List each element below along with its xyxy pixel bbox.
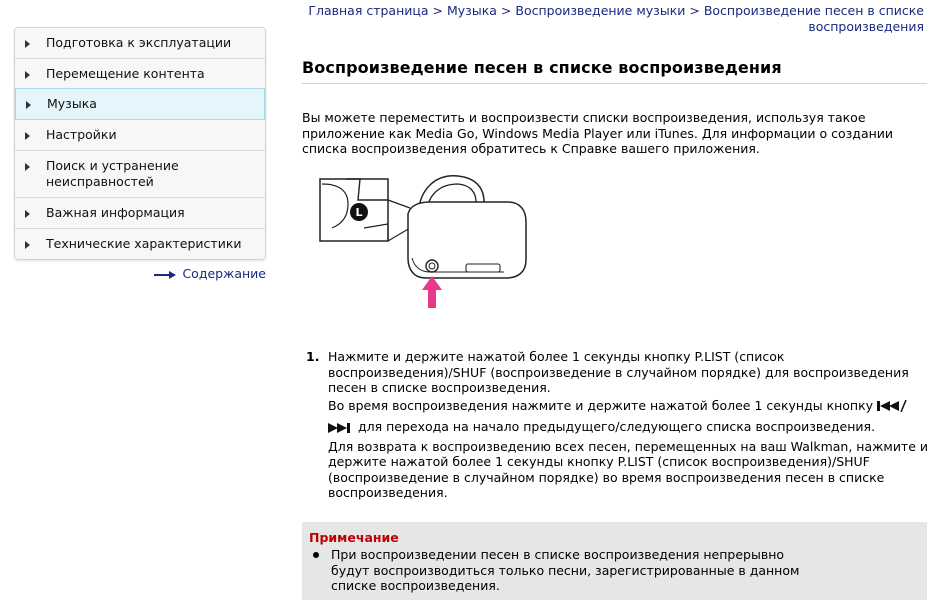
prev-track-icon	[877, 400, 907, 412]
bullet-arrow-icon	[25, 40, 36, 48]
sidebar-item-label: Подготовка к эксплуатации	[46, 35, 232, 50]
press-arrow-icon	[422, 276, 442, 308]
step-number: 1.	[306, 349, 320, 364]
step-sub-1b-text: для перехода на начало предыдущего/следующего списка воспроизведения.	[357, 419, 876, 434]
sidebar-item-preparation[interactable]	[15, 28, 265, 58]
sidebar-item-label: Музыка	[47, 96, 97, 111]
sidebar-item-label: Технические характеристики	[46, 236, 242, 251]
breadcrumb	[304, 3, 924, 35]
steps-list	[306, 349, 928, 501]
bullet-arrow-icon	[25, 132, 36, 140]
sidebar-item-transfer[interactable]	[15, 58, 265, 89]
page-title: Воспроизведение песен в списке воспроизведения	[302, 58, 927, 84]
sidebar-item-label: Перемещение контента	[46, 66, 205, 81]
breadcrumb-current[interactable]: Воспроизведение песен в списке воспроизведения	[703, 3, 924, 34]
contents-link-label: Содержание	[182, 266, 266, 281]
breadcrumb-separator: >	[689, 3, 700, 18]
note-item	[312, 547, 812, 594]
sidebar-item-important-info[interactable]	[15, 197, 265, 228]
bullet-arrow-icon	[25, 71, 36, 79]
step-sub-1	[328, 398, 928, 414]
note-item-text: При воспроизведении песен в списке воспроизведения непрерывно будут воспроизводиться только песни, зарегистрированные в данном списке воспроизведения.	[331, 547, 800, 593]
main-content	[302, 58, 927, 169]
step-1	[306, 349, 928, 501]
intro-text: Вы можете переместить и воспроизвести списки воспроизведения, используя такое приложение как Media Go, Windows Media Player или iTunes. Для информации о создании списка воспроизведения обратитесь к Справке вашего приложения.	[302, 110, 894, 156]
bullet-dot-icon	[313, 552, 319, 558]
sidebar-item-settings[interactable]	[15, 119, 265, 150]
bullet-arrow-icon	[26, 101, 37, 109]
arrow-right-icon	[154, 271, 176, 279]
sidebar-item-specifications[interactable]	[15, 228, 265, 259]
sidebar	[14, 27, 266, 281]
breadcrumb-separator: >	[500, 3, 512, 18]
note-title: Примечание	[309, 530, 399, 545]
step-sub-2: Для возврата к воспроизведению всех песен, перемещенных на ваш Walkman, нажмите и держите нажатой более 1 секунды кнопку P.LIST (список воспроизведения)/SHUF (воспроизведение в случайном порядке) во время воспроизведения песен в списке воспроизведения.	[328, 438, 929, 500]
breadcrumb-music[interactable]: Музыка	[447, 3, 497, 18]
step-sub-1-text: Во время воспроизведения нажмите и держите нажатой более 1 секунды кнопку	[328, 397, 874, 413]
bullet-arrow-icon	[25, 210, 36, 218]
sidebar-nav	[14, 27, 266, 260]
note-box	[302, 522, 927, 600]
next-track-icon	[328, 422, 354, 434]
l-marker-label: L	[355, 206, 363, 219]
sidebar-item-label: Поиск и устранение неисправностей	[46, 158, 179, 189]
sidebar-item-music[interactable]	[15, 88, 265, 120]
step-sub-1b	[328, 419, 928, 435]
headphone-illustration	[318, 170, 533, 310]
contents-link[interactable]	[14, 266, 266, 281]
bullet-arrow-icon	[25, 163, 36, 171]
breadcrumb-separator: >	[432, 3, 444, 18]
breadcrumb-home[interactable]: Главная страница	[308, 3, 429, 18]
bullet-arrow-icon	[25, 241, 36, 249]
breadcrumb-music-playback[interactable]: Воспроизведение музыки	[515, 3, 686, 18]
sidebar-item-troubleshooting[interactable]	[15, 150, 265, 197]
step-text: Нажмите и держите нажатой более 1 секунды кнопку P.LIST (список воспроизведения)/SHUF (воспроизведение в случайном порядке) для воспроизведения песен в списке воспроизведения.	[328, 349, 909, 395]
sidebar-item-label: Настройки	[46, 127, 117, 142]
sidebar-item-label: Важная информация	[46, 205, 185, 220]
